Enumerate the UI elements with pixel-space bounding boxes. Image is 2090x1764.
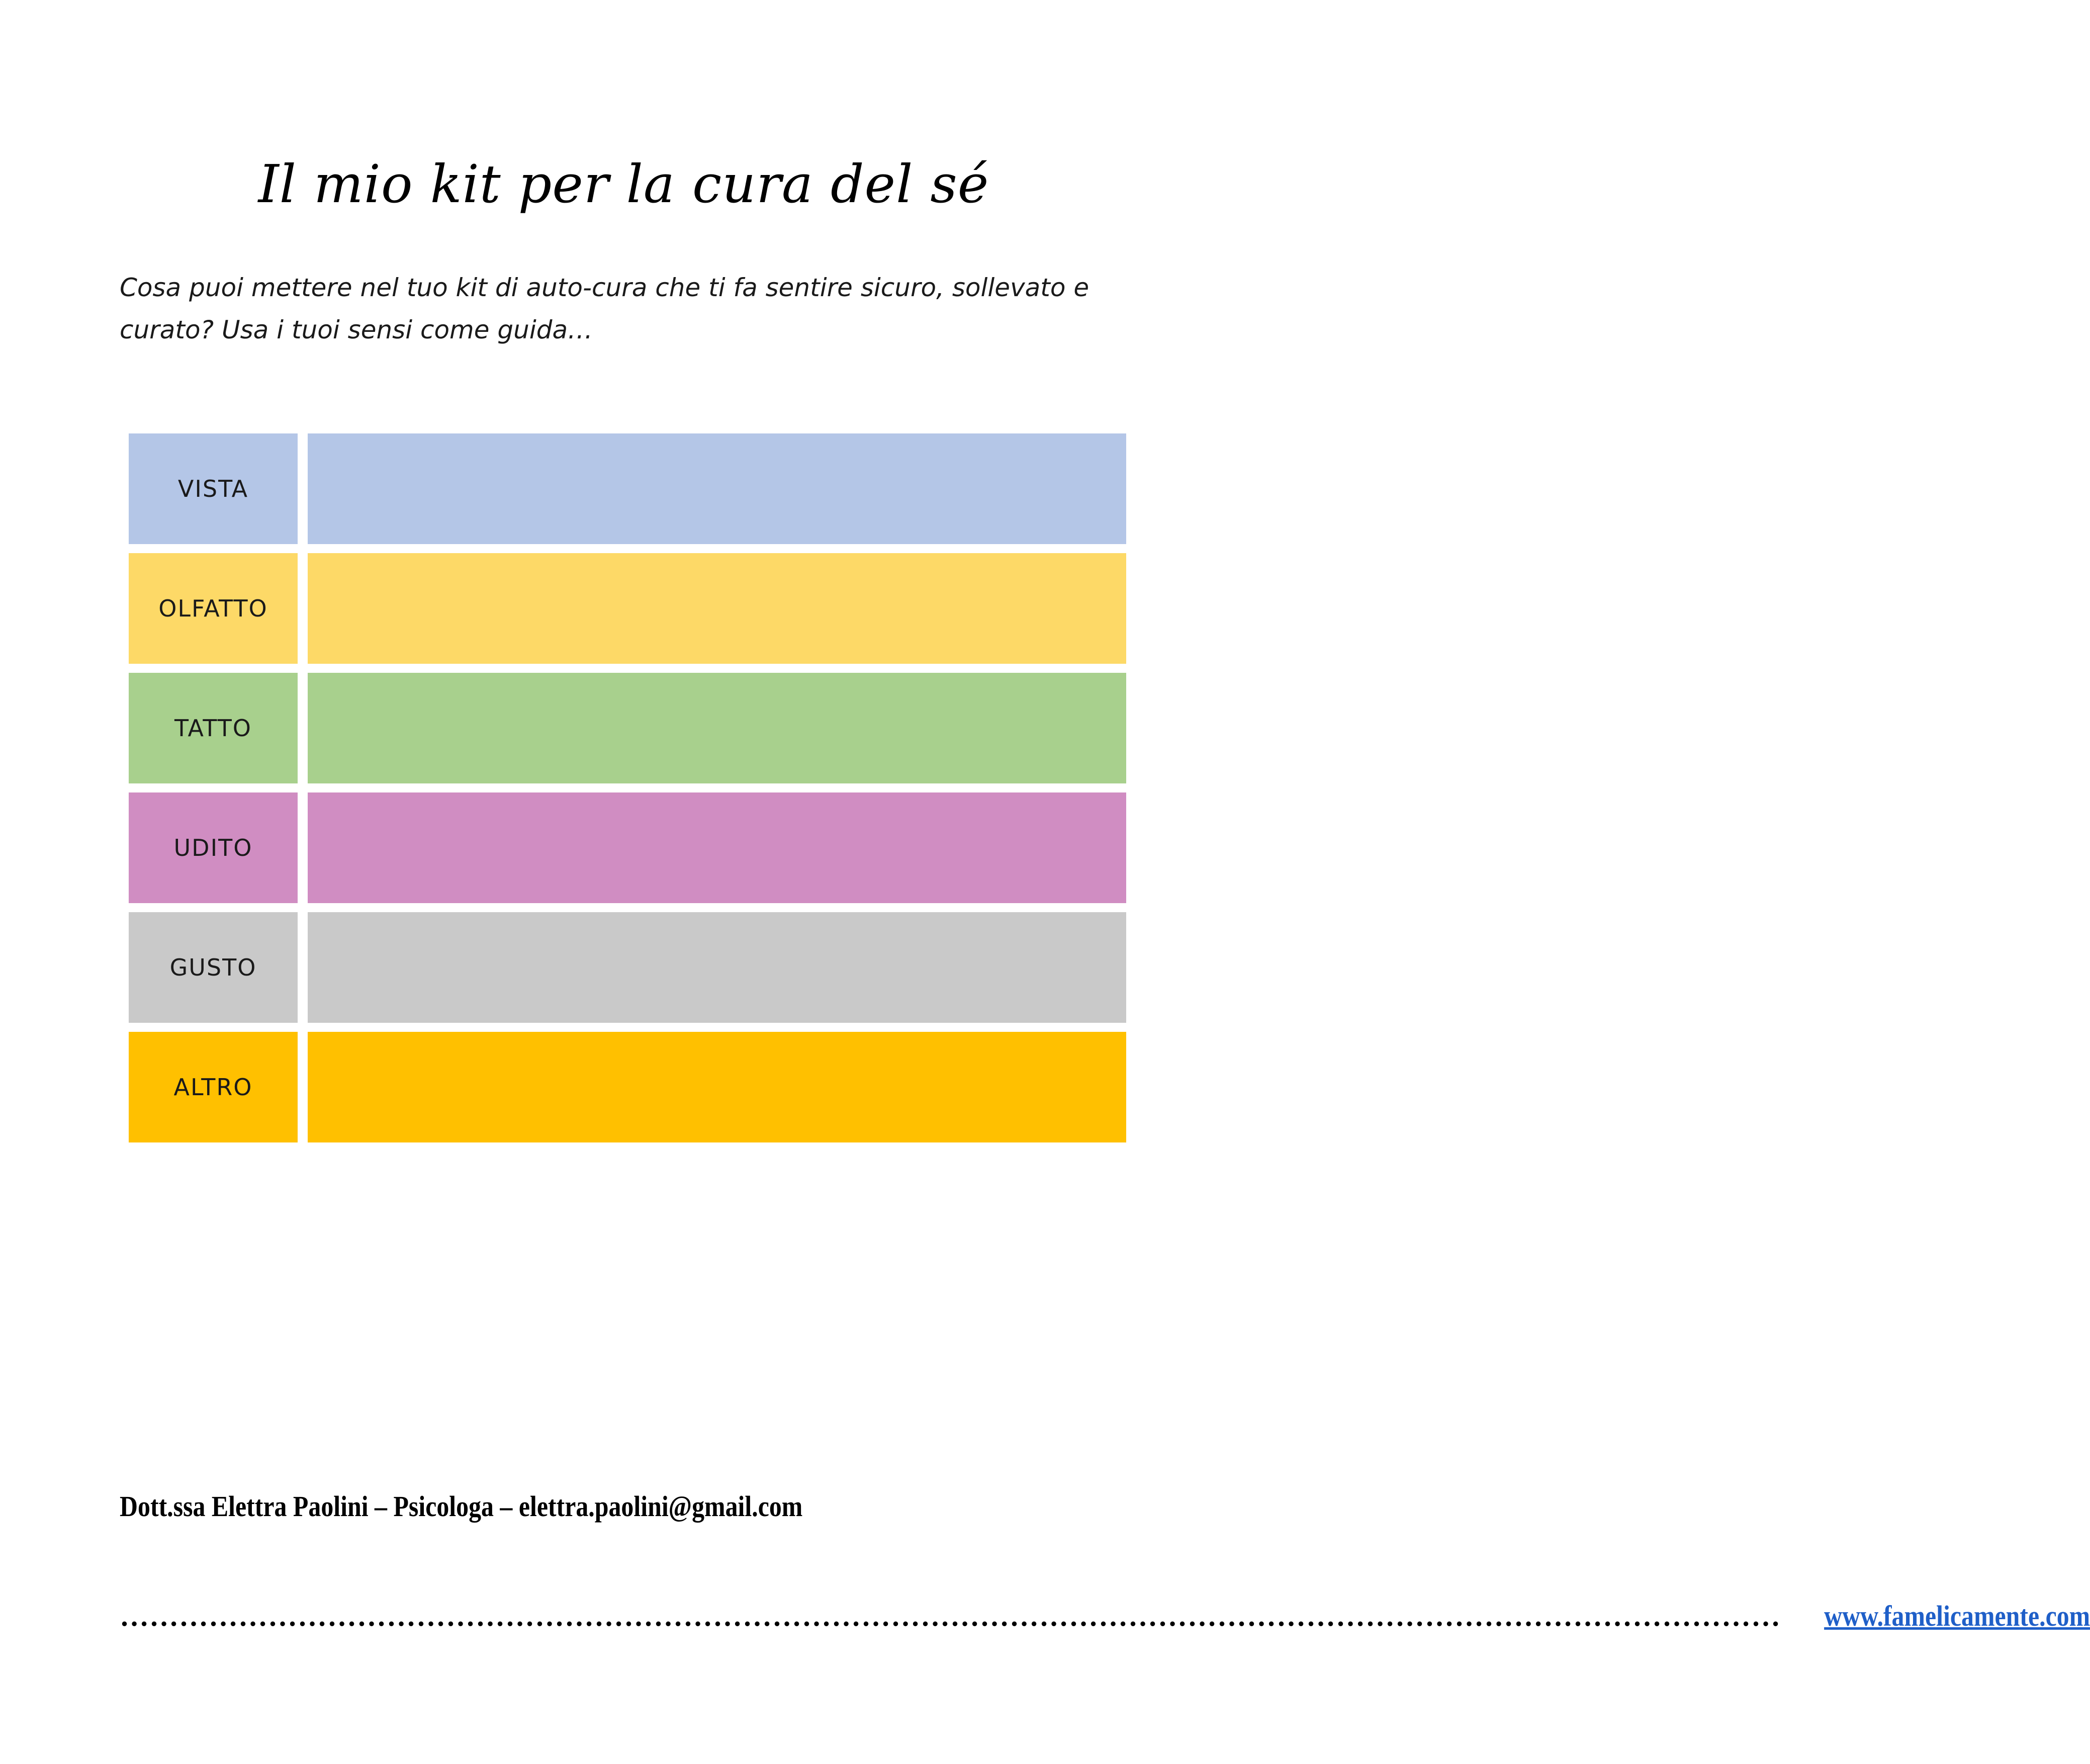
row-altro bbox=[129, 1032, 1126, 1142]
label-cell-olfatto: OLFATTO bbox=[129, 553, 298, 664]
row-vista bbox=[129, 433, 1126, 544]
row-olfatto bbox=[129, 553, 1126, 664]
label-cell-gusto: GUSTO bbox=[129, 912, 298, 1023]
website-link[interactable]: www.famelicamente.com bbox=[1824, 1600, 2090, 1632]
label-cell-vista: VISTA bbox=[129, 433, 298, 544]
row-tatto bbox=[129, 673, 1126, 783]
write-space-tatto[interactable] bbox=[308, 673, 1126, 783]
author-credit: Dott.ssa Elettra Paolini – Psicologa – elettra.paolini@gmail.com bbox=[120, 1490, 803, 1523]
write-space-vista[interactable] bbox=[308, 433, 1126, 544]
row-udito bbox=[129, 792, 1126, 903]
dotted-leader: …………………………………………………………………………………………………………………………………………………… bbox=[120, 1600, 1781, 1632]
write-space-udito[interactable] bbox=[308, 792, 1126, 903]
write-space-gusto[interactable] bbox=[308, 912, 1126, 1023]
page-title: Il mio kit per la cura del sé bbox=[258, 153, 989, 215]
label-cell-tatto: TATTO bbox=[129, 673, 298, 783]
write-space-altro[interactable] bbox=[308, 1032, 1126, 1142]
intro-text: Cosa puoi mettere nel tuo kit di auto-cura che ti fa sentire sicuro, sollevato e curato? Usa i tuoi sensi come guida… bbox=[120, 273, 1089, 344]
row-gusto bbox=[129, 912, 1126, 1023]
footer-website-line bbox=[120, 1599, 2090, 1633]
write-space-olfatto[interactable] bbox=[308, 553, 1126, 664]
label-cell-altro: ALTRO bbox=[129, 1032, 298, 1142]
label-cell-udito: UDITO bbox=[129, 792, 298, 903]
